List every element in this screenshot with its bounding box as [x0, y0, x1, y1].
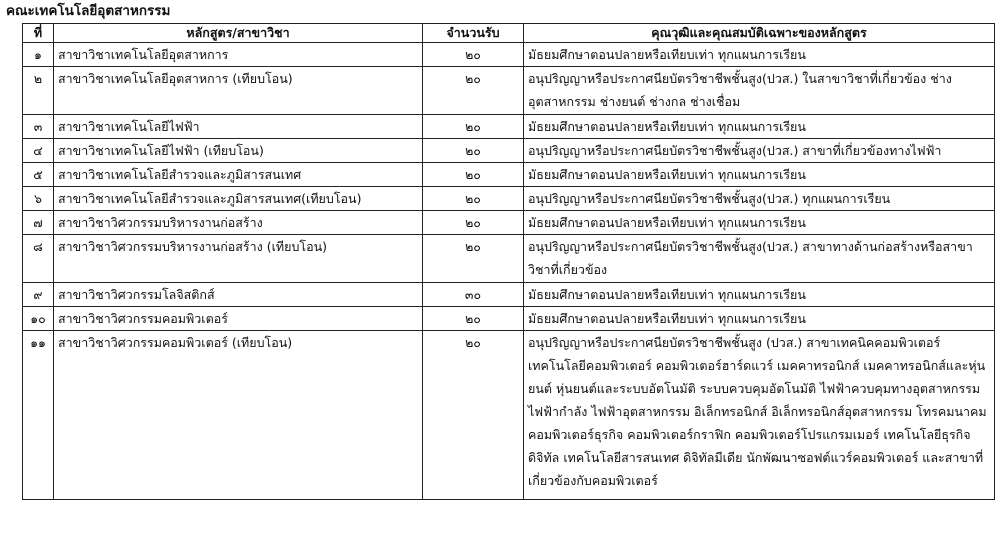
qualification-text: อนุปริญญาหรือประกาศนียบัตรวิชาชีพชั้นสูง(ปวส.) ทุกแผนการเรียน [524, 187, 995, 211]
program-name: สาขาวิชาเทคโนโลยีอุตสาหการ (เทียบโอน) [54, 67, 423, 115]
qualification-text: มัธยมศึกษาตอนปลายหรือเทียบเท่า ทุกแผนการเรียน [524, 283, 995, 307]
seat-count: ๒๐ [423, 67, 524, 115]
header-no: ที่ [23, 24, 54, 43]
program-name: สาขาวิชาวิศวกรรมคอมพิวเตอร์ (เทียบโอน) [54, 331, 423, 500]
seat-count: ๒๐ [423, 43, 524, 67]
qualification-text: อนุปริญญาหรือประกาศนียบัตรวิชาชีพชั้นสูง (ปวส.) สาขาเทคนิคคอมพิวเตอร์ เทคโนโลยีคอมพิวเตอร์ คอมพิวเตอร์ฮาร์ดแวร์ เมคคาทรอนิกส์ เมคคาทรอนิกส์และหุ่นยนต์ หุ่นยนต์และระบบอัตโนมัติ ระบบควบคุมอัตโนมัติ ไฟฟ้าควบคุมทางอุตสาหกรรม ไฟฟ้ากำลัง ไฟฟ้าอุตสาหกรรม อิเล็กทรอนิกส์ อิเล็กทรอนิกส์อุตสาหกรรม โทรคมนาคม คอมพิวเตอร์ธุรกิจ คอมพิวเตอร์กราฟิก คอมพิวเตอร์โปรแกรมเมอร์ เทคโนโลยีธุรกิจดิจิทัล เทคโนโลยีสารสนเทศ ดิจิทัลมีเดีย นักพัฒนาซอฟต์แวร์คอมพิวเตอร์ และสาขาที่เกี่ยวข้องกับคอมพิวเตอร์ [524, 331, 995, 500]
row-number: ๙ [23, 283, 54, 307]
faculty-heading: คณะเทคโนโลยีอุตสาหกรรม [6, 3, 171, 19]
qualification-text: มัธยมศึกษาตอนปลายหรือเทียบเท่า ทุกแผนการเรียน [524, 43, 995, 67]
header-program: หลักสูตร/สาขาวิชา [54, 24, 423, 43]
row-number: ๑ [23, 43, 54, 67]
table-row [23, 307, 995, 331]
seat-count: ๒๐ [423, 187, 524, 211]
row-number: ๘ [23, 235, 54, 283]
seat-count: ๒๐ [423, 163, 524, 187]
qualification-text: มัธยมศึกษาตอนปลายหรือเทียบเท่า ทุกแผนการเรียน [524, 115, 995, 139]
qualification-text: อนุปริญญาหรือประกาศนียบัตรวิชาชีพชั้นสูง(ปวส.) สาขาที่เกี่ยวข้องทางไฟฟ้า [524, 139, 995, 163]
qualification-text: อนุปริญญาหรือประกาศนียบัตรวิชาชีพชั้นสูง(ปวส.) ในสาขาวิชาที่เกี่ยวข้อง ช่างอุตสาหกรรม ช่างยนต์ ช่างกล ช่างเชื่อม [524, 67, 995, 115]
program-name: สาขาวิชาวิศวกรรมบริหารงานก่อสร้าง (เทียบโอน) [54, 235, 423, 283]
seat-count: ๒๐ [423, 139, 524, 163]
program-name: สาขาวิชาเทคโนโลยีสำรวจและภูมิสารสนเทศ [54, 163, 423, 187]
seat-count: ๒๐ [423, 211, 524, 235]
table-row [23, 67, 995, 115]
table-row [23, 43, 995, 67]
qualification-text: อนุปริญญาหรือประกาศนียบัตรวิชาชีพชั้นสูง(ปวส.) สาขาทางด้านก่อสร้างหรือสาขาวิชาที่เกี่ยวข้อง [524, 235, 995, 283]
row-number: ๔ [23, 139, 54, 163]
header-row [23, 24, 995, 43]
seat-count: ๒๐ [423, 235, 524, 283]
seat-count: ๒๐ [423, 115, 524, 139]
table-row [23, 139, 995, 163]
qualification-text: มัธยมศึกษาตอนปลายหรือเทียบเท่า ทุกแผนการเรียน [524, 211, 995, 235]
qualification-text: มัธยมศึกษาตอนปลายหรือเทียบเท่า ทุกแผนการเรียน [524, 307, 995, 331]
row-number: ๖ [23, 187, 54, 211]
table-row [23, 235, 995, 283]
table-row [23, 187, 995, 211]
header-seats: จำนวนรับ [423, 24, 524, 43]
qualification-text: มัธยมศึกษาตอนปลายหรือเทียบเท่า ทุกแผนการเรียน [524, 163, 995, 187]
seat-count: ๓๐ [423, 283, 524, 307]
program-name: สาขาวิชาเทคโนโลยีไฟฟ้า (เทียบโอน) [54, 139, 423, 163]
program-name: สาขาวิชาเทคโนโลยีไฟฟ้า [54, 115, 423, 139]
row-number: ๗ [23, 211, 54, 235]
program-name: สาขาวิชาเทคโนโลยีสำรวจและภูมิสารสนเทศ(เทียบโอน) [54, 187, 423, 211]
admission-table [22, 23, 995, 500]
row-number: ๑๑ [23, 331, 54, 500]
table-row [23, 331, 995, 500]
program-name: สาขาวิชาวิศวกรรมบริหารงานก่อสร้าง [54, 211, 423, 235]
seat-count: ๒๐ [423, 331, 524, 500]
seat-count: ๒๐ [423, 307, 524, 331]
row-number: ๑๐ [23, 307, 54, 331]
row-number: ๓ [23, 115, 54, 139]
table-row [23, 283, 995, 307]
row-number: ๒ [23, 67, 54, 115]
program-name: สาขาวิชาเทคโนโลยีอุตสาหการ [54, 43, 423, 67]
program-name: สาขาวิชาวิศวกรรมคอมพิวเตอร์ [54, 307, 423, 331]
table-row [23, 115, 995, 139]
header-qualification: คุณวุฒิและคุณสมบัติเฉพาะของหลักสูตร [524, 24, 995, 43]
row-number: ๕ [23, 163, 54, 187]
table-row [23, 163, 995, 187]
table-row [23, 211, 995, 235]
program-name: สาขาวิชาวิศวกรรมโลจิสติกส์ [54, 283, 423, 307]
